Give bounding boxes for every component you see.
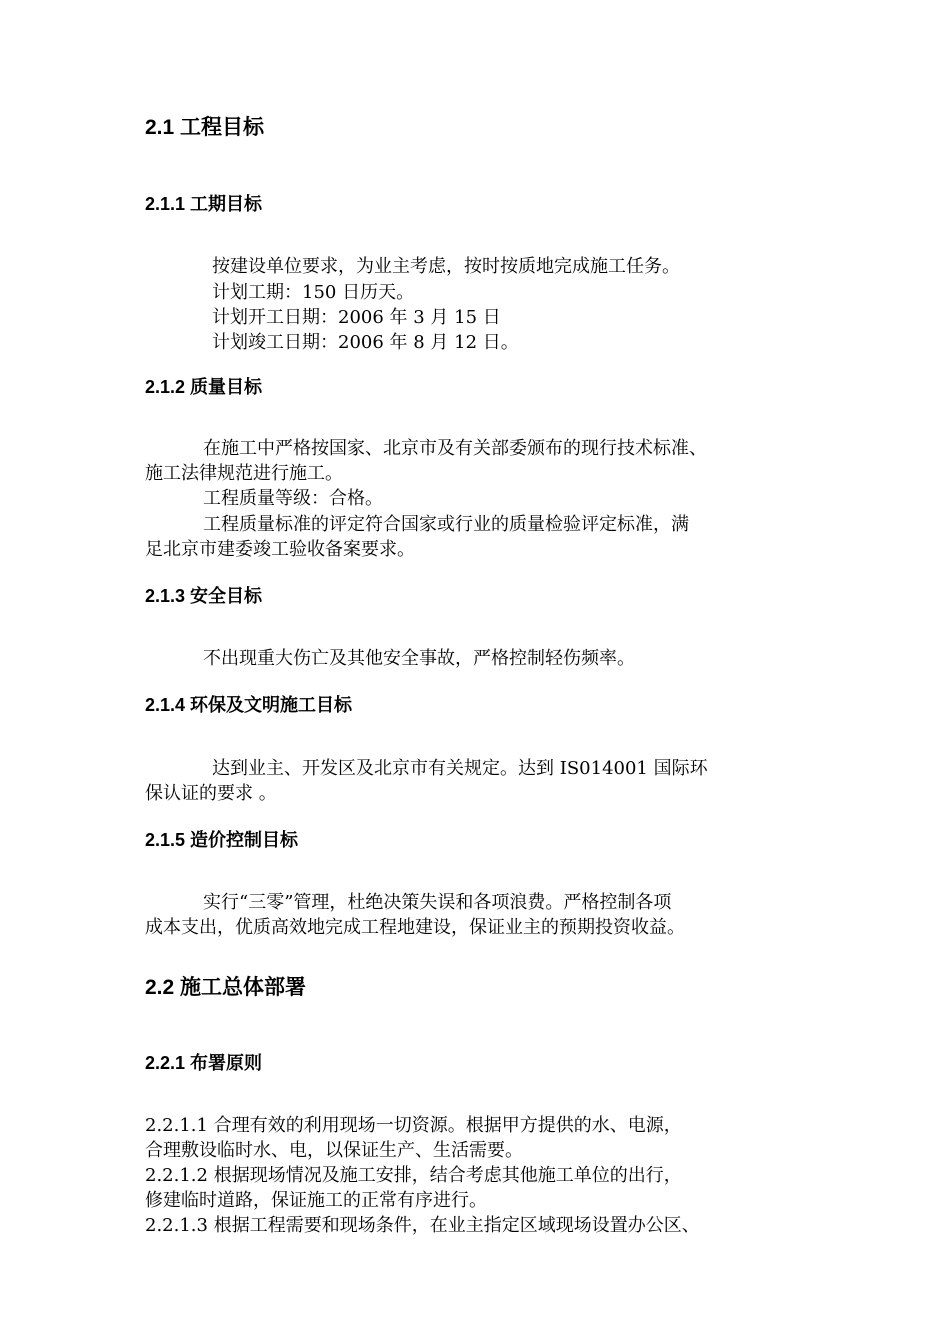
paragraph-line: 达到业主、开发区及北京市有关规定。达到 IS014001 国际环 xyxy=(212,758,708,779)
section-2-1-heading: 2.1 工程目标 xyxy=(145,116,265,139)
section-2-2-1-heading: 2.2.1 布署原则 xyxy=(145,1053,263,1073)
paragraph-line: 2.2.1.3 根据工程需要和现场条件，在业主指定区域现场设置办公区、 xyxy=(145,1215,700,1236)
section-2-1-3-heading: 2.1.3 安全目标 xyxy=(145,586,263,606)
paragraph-line: 按建设单位要求，为业主考虑，按时按质地完成施工任务。 xyxy=(212,256,680,277)
paragraph-line: 工程质量标准的评定符合国家或行业的质量检验评定标准，满 xyxy=(203,514,689,535)
paragraph-line: 2.2.1.1 合理有效的利用现场一切资源。根据甲方提供的水、电源， xyxy=(145,1115,682,1136)
paragraph-line: 施工法律规范进行施工。 xyxy=(145,463,343,484)
paragraph-line: 计划竣工日期：2006 年 8 月 12 日。 xyxy=(212,332,519,353)
section-2-2-heading: 2.2 施工总体部署 xyxy=(145,976,307,999)
paragraph-line: 保认证的要求 。 xyxy=(145,783,277,804)
section-2-1-5-heading: 2.1.5 造价控制目标 xyxy=(145,830,299,850)
paragraph-line: 工程质量等级：合格。 xyxy=(203,488,383,509)
section-2-1-4-heading: 2.1.4 环保及文明施工目标 xyxy=(145,695,353,715)
paragraph-line: 成本支出，优质高效地完成工程地建设，保证业主的预期投资收益。 xyxy=(145,917,685,938)
paragraph-line: 在施工中严格按国家、北京市及有关部委颁布的现行技术标准、 xyxy=(203,438,707,459)
paragraph-line: 计划工期：150 日历天。 xyxy=(212,282,415,303)
paragraph-line: 计划开工日期：2006 年 3 月 15 日 xyxy=(212,307,501,328)
section-2-1-2-heading: 2.1.2 质量目标 xyxy=(145,377,263,397)
section-2-1-1-heading: 2.1.1 工期目标 xyxy=(145,194,263,214)
paragraph-line: 合理敷设临时水、电，以保证生产、生活需要。 xyxy=(145,1140,523,1161)
paragraph-line: 修建临时道路，保证施工的正常有序进行。 xyxy=(145,1190,487,1211)
paragraph-line: 2.2.1.2 根据现场情况及施工安排，结合考虑其他施工单位的出行， xyxy=(145,1165,682,1186)
paragraph-line: 不出现重大伤亡及其他安全事故，严格控制轻伤频率。 xyxy=(203,648,635,669)
paragraph-line: 实行“三零”管理，杜绝决策失误和各项浪费。严格控制各项 xyxy=(203,892,672,913)
paragraph-line: 足北京市建委竣工验收备案要求。 xyxy=(145,539,415,560)
